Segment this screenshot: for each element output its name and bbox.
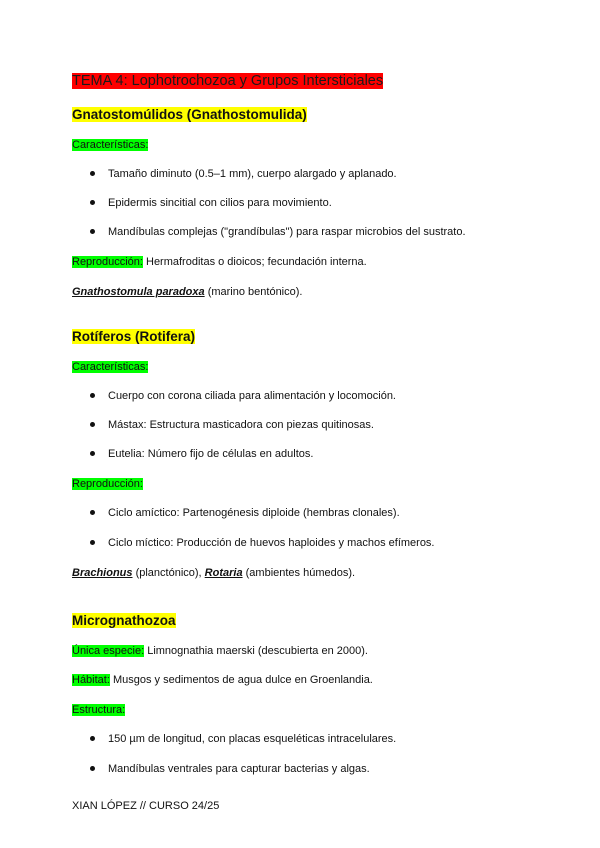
list-item: Cuerpo con corona ciliada para alimentación y locomoción.	[90, 389, 396, 403]
list-item: Ciclo míctico: Producción de huevos haploides y machos efímeros.	[90, 536, 435, 550]
section-heading-gnatostomulidos: Gnatostomúlidos (Gnathostomulida)	[72, 107, 307, 122]
list-item: Eutelia: Número fijo de células en adultos.	[90, 447, 313, 461]
bullet-icon	[90, 171, 95, 176]
list-item: 150 µm de longitud, con placas esqueléticas intracelulares.	[90, 732, 396, 746]
bullet-icon	[90, 540, 95, 545]
list-item: Tamaño diminuto (0.5–1 mm), cuerpo alargado y aplanado.	[90, 167, 397, 181]
bullet-icon	[90, 229, 95, 234]
bullet-icon	[90, 736, 95, 741]
bullet-icon	[90, 451, 95, 456]
list-item: Mandíbulas ventrales para capturar bacterias y algas.	[90, 762, 370, 776]
section-heading-micrognathozoa: Micrognathozoa	[72, 613, 176, 628]
list-item: Epidermis sincitial con cilios para movimiento.	[90, 196, 332, 210]
example-species-line: Brachionus (planctónico), Rotaria (ambientes húmedos).	[72, 567, 356, 579]
bullet-icon	[90, 766, 95, 771]
habitat-line: Hábitat: Musgos y sedimentos de agua dulce en Groenlandia.	[72, 674, 373, 686]
reproduccion-line: Reproducción: Hermafroditas o dioicos; fecundación interna.	[72, 256, 367, 268]
list-item: Mástax: Estructura masticadora con piezas quitinosas.	[90, 418, 374, 432]
section-heading-rotiferos: Rotíferos (Rotifera)	[72, 329, 196, 344]
bullet-icon	[90, 393, 95, 398]
page-title: TEMA 4: Lophotrochozoa y Grupos Intersticiales	[72, 73, 384, 89]
bullet-icon	[90, 200, 95, 205]
bullet-icon	[90, 510, 95, 515]
reproduccion-label: Reproducción:	[72, 478, 143, 490]
page-footer: XIAN LÓPEZ // CURSO 24/25	[72, 800, 220, 812]
list-item: Ciclo amíctico: Partenogénesis diploide (hembras clonales).	[90, 506, 400, 520]
caracteristicas-label: Características:	[72, 361, 149, 373]
example-species-line: Gnathostomula paradoxa (marino bentónico).	[72, 286, 303, 298]
unica-especie-line: Única especie: Limnognathia maerski (descubierta en 2000).	[72, 645, 368, 657]
bullet-icon	[90, 422, 95, 427]
estructura-label: Estructura:	[72, 704, 126, 716]
caracteristicas-label: Características:	[72, 139, 149, 151]
list-item: Mandíbulas complejas ("grandíbulas") para raspar microbios del sustrato.	[90, 225, 466, 239]
